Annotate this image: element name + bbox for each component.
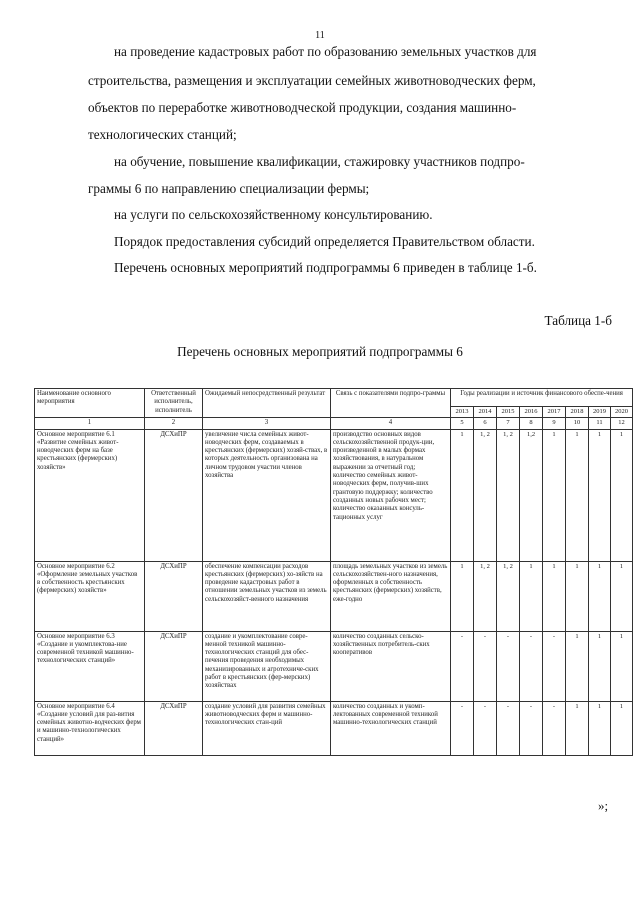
column-number: 6	[474, 418, 497, 429]
column-number: 9	[543, 418, 566, 429]
table-row	[35, 701, 633, 755]
row-year-value: 1	[589, 429, 611, 561]
row-year-value: 1, 2	[474, 561, 497, 631]
header-name: Наименование основного мероприятия	[35, 389, 145, 418]
row-year-value: 1	[589, 701, 611, 755]
row-year-value: 1, 2	[497, 561, 520, 631]
paragraph-line: Порядок предоставления субсидий определяется Правительством области.	[114, 234, 535, 249]
row-year-value: 1	[611, 561, 633, 631]
row-year-value: -	[474, 631, 497, 701]
row-executor: ДСХиПР	[145, 429, 203, 561]
row-executor: ДСХиПР	[145, 701, 203, 755]
year-cell: 2013	[451, 407, 474, 418]
row-result: создание условий для развития семейных животноводческих ферм и машинно-технологических стан-ций	[203, 701, 331, 755]
page-number: 11	[315, 30, 325, 41]
column-number: 1	[35, 418, 145, 429]
column-number: 11	[589, 418, 611, 429]
row-year-value: -	[520, 631, 543, 701]
row-year-value: -	[543, 631, 566, 701]
row-year-value: 1	[566, 701, 589, 755]
table-label: Таблица 1-б	[544, 313, 612, 328]
row-year-value: 1	[451, 429, 474, 561]
paragraph-line: на обучение, повышение квалификации, стажировку участников подпро-	[114, 154, 525, 169]
row-result: увеличение числа семейных живот-новодческих ферм, создаваемых в крестьянских (фермерских) хозяй-ствах, в которых деятельность организована на личном трудовом участии членов хозяйства	[203, 429, 331, 561]
column-number: 5	[451, 418, 474, 429]
paragraph-line: объектов по переработке животноводческой продукции, создания машинно-	[88, 100, 517, 115]
row-name: Основное мероприятие 6.4 «Создание условий для раз-вития семейных животно-водческих ферм и машинно-технологических станций»	[35, 701, 145, 755]
header-link: Связь с показателями подпро-граммы	[331, 389, 451, 418]
row-year-value: -	[543, 701, 566, 755]
header-result: Ожидаемый непосредственный результат	[203, 389, 331, 418]
column-number: 3	[203, 418, 331, 429]
year-cell: 2018	[566, 407, 589, 418]
row-year-value: 1	[589, 561, 611, 631]
year-cell: 2016	[520, 407, 543, 418]
activities-table	[34, 388, 633, 756]
year-cell: 2017	[543, 407, 566, 418]
table-header-row	[35, 389, 633, 407]
row-year-value: -	[451, 701, 474, 755]
row-year-value: -	[474, 701, 497, 755]
row-year-value: 1	[589, 631, 611, 701]
paragraph-line: на проведение кадастровых работ по образованию земельных участков для	[114, 44, 537, 59]
row-executor: ДСХиПР	[145, 631, 203, 701]
column-number: 10	[566, 418, 589, 429]
column-number: 2	[145, 418, 203, 429]
row-year-value: 1, 2	[497, 429, 520, 561]
row-link: количество созданных и укомп-лектованных современной техникой машинно-технологических станций	[331, 701, 451, 755]
row-year-value: 1	[451, 561, 474, 631]
row-year-value: 1	[520, 561, 543, 631]
row-name: Основное мероприятие 6.2 «Оформление земельных участков в собственность крестьянских (фермерских) хозяйств»	[35, 561, 145, 631]
header-years-group: Годы реализации и источник финансового обеспе-чения	[451, 389, 633, 407]
paragraph-line: технологических станций;	[88, 127, 237, 142]
paragraph-line: строительства, размещения и эксплуатации семейных животноводческих ферм,	[88, 73, 536, 88]
row-link: площадь земельных участков из земель сельскохозяйствен-ного назначения, оформленных в собственность крестьянских (фермерских) хозяйств, еже-годно	[331, 561, 451, 631]
row-year-value: -	[520, 701, 543, 755]
paragraph-line: на услуги по сельскохозяйственному консультированию.	[114, 207, 433, 222]
row-year-value: 1	[611, 701, 633, 755]
column-number-row	[35, 418, 633, 429]
row-year-value: 1	[566, 561, 589, 631]
row-year-value: -	[497, 701, 520, 755]
row-link: количество созданных сельско-хозяйственных потребитель-ских кооперативов	[331, 631, 451, 701]
header-executor: Ответственный исполнитель, исполнитель	[145, 389, 203, 418]
year-cell: 2019	[589, 407, 611, 418]
row-year-value: -	[497, 631, 520, 701]
table-row	[35, 631, 633, 701]
paragraph-line: Перечень основных мероприятий подпрограммы 6 приведен в таблице 1-б.	[114, 260, 537, 275]
row-result: обеспечение компенсации расходов крестьянских (фермерских) хо-зяйств на проведение кадастровых работ в отношении земельных участков из земель сельскохозяйст-венного назначения	[203, 561, 331, 631]
column-number: 12	[611, 418, 633, 429]
row-executor: ДСХиПР	[145, 561, 203, 631]
row-year-value: 1	[566, 631, 589, 701]
row-year-value: 1	[543, 561, 566, 631]
row-link: производство основных видов сельскохозяйственной продук-ции, произведенной в малых формах хозяйствования, в натуральном выражении за отчетный год; количество семейных живот-новодческих ферм, получив-ших грантовую поддержку; количество созданных новых рабочих мест; количество оказанных консуль-тационных услуг	[331, 429, 451, 561]
row-year-value: 1,2	[520, 429, 543, 561]
table-row	[35, 561, 633, 631]
paragraph-line: граммы 6 по направлению специализации фермы;	[88, 181, 370, 196]
closing-quote-mark: »;	[598, 798, 609, 813]
column-number: 4	[331, 418, 451, 429]
year-cell: 2020	[611, 407, 633, 418]
row-name: Основное мероприятие 6.3 «Создание и укомплектова-ние современной техникой машинно-технологических станций»	[35, 631, 145, 701]
row-year-value: -	[451, 631, 474, 701]
row-result: создание и укомплектование совре-менной техникой машинно-технологических станций для обес-печения проведения необходимых механизированных и агротехниче-ских работ в крестьянских (фер-мерских) хозяйствах	[203, 631, 331, 701]
row-name: Основное мероприятие 6.1 «Развитие семейных живот-новодческих ферм на базе крестьянских (фермерских) хозяйств»	[35, 429, 145, 561]
row-year-value: 1	[566, 429, 589, 561]
table-title: Перечень основных мероприятий подпрограммы 6	[177, 344, 463, 359]
column-number: 8	[520, 418, 543, 429]
year-cell: 2014	[474, 407, 497, 418]
row-year-value: 1	[611, 631, 633, 701]
row-year-value: 1, 2	[474, 429, 497, 561]
column-number: 7	[497, 418, 520, 429]
row-year-value: 1	[543, 429, 566, 561]
table-row	[35, 429, 633, 561]
row-year-value: 1	[611, 429, 633, 561]
year-cell: 2015	[497, 407, 520, 418]
